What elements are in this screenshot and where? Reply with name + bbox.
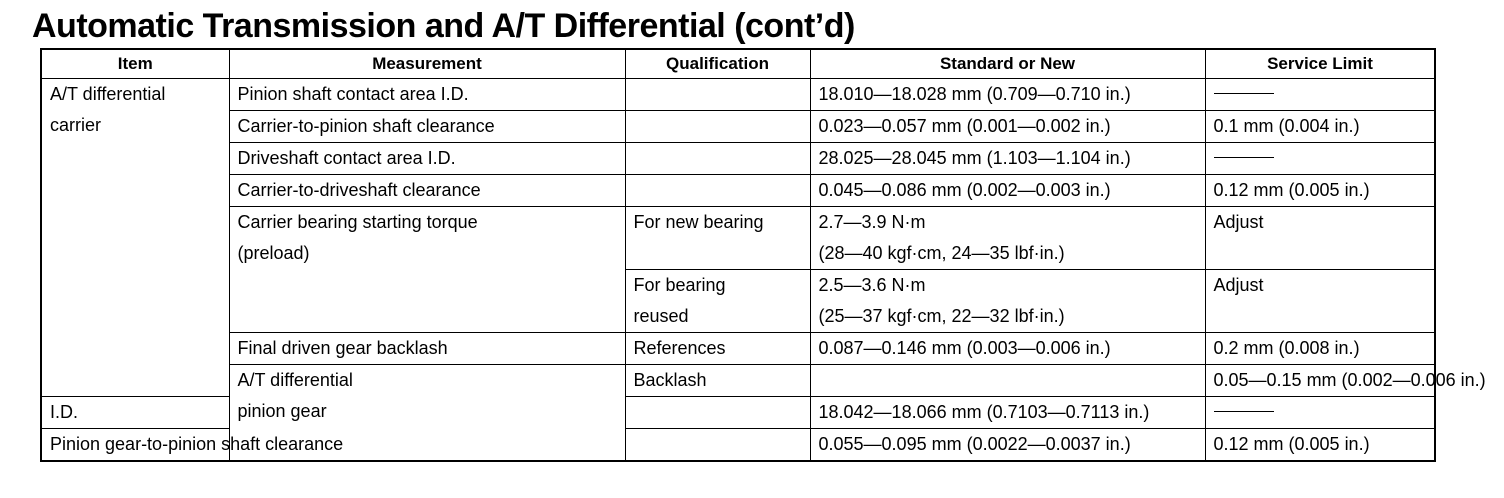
- qualification-cell: [625, 111, 810, 143]
- table-row: [41, 333, 1435, 365]
- service-limit-cell: [1205, 79, 1435, 111]
- no-limit-dash: [1214, 93, 1274, 94]
- standard-line: 2.7—3.9 N·m: [818, 212, 926, 232]
- measurement-line: (preload): [237, 243, 310, 263]
- no-limit-dash: [1214, 157, 1274, 158]
- measurement-cell: Pinion gear-to-pinion shaft clearance: [41, 429, 229, 462]
- qualification-cell: [625, 175, 810, 207]
- qualification-cell: [625, 397, 810, 429]
- service-limit-cell: 0.1 mm (0.004 in.): [1205, 111, 1435, 143]
- no-limit-dash: [1214, 411, 1274, 412]
- spec-table: [40, 48, 1486, 462]
- qualification-cell: References: [625, 333, 810, 365]
- item-label: pinion gear: [237, 401, 327, 421]
- header-row: [41, 49, 1435, 79]
- table-row: [41, 175, 1435, 207]
- measurement-cell: Backlash: [625, 365, 810, 397]
- table-row: [41, 365, 1435, 397]
- measurement-cell: Driveshaft contact area I.D.: [229, 143, 625, 175]
- header-qualification: Qualification: [625, 49, 810, 79]
- header-item: Item: [41, 49, 229, 79]
- standard-cell: 0.05—0.15 mm (0.002—0.006 in.): [1205, 365, 1435, 397]
- standard-cell: 0.023—0.057 mm (0.001—0.002 in.): [810, 111, 1205, 143]
- qualification-cell: [625, 143, 810, 175]
- service-limit-cell: [1205, 143, 1435, 175]
- header-standard: Standard or New: [810, 49, 1205, 79]
- table-row: [41, 79, 1435, 111]
- service-limit-cell: Adjust: [1205, 207, 1435, 270]
- standard-cell: 18.010—18.028 mm (0.709—0.710 in.): [810, 79, 1205, 111]
- service-limit-cell: Adjust: [1205, 270, 1435, 333]
- standard-cell: 0.045—0.086 mm (0.002—0.003 in.): [810, 175, 1205, 207]
- qualification-cell: [625, 79, 810, 111]
- standard-cell: [810, 207, 1205, 270]
- item-label: carrier: [50, 115, 102, 135]
- measurement-cell: I.D.: [41, 397, 229, 429]
- standard-cell: 18.042—18.066 mm (0.7103—0.7113 in.): [810, 397, 1205, 429]
- standard-line: (25—37 kgf·cm, 22—32 lbf·in.): [818, 306, 1065, 326]
- standard-cell: 0.055—0.095 mm (0.0022—0.0037 in.): [810, 429, 1205, 462]
- item-cell-carrier: [41, 79, 229, 397]
- service-limit-cell: 0.12 mm (0.005 in.): [1205, 175, 1435, 207]
- item-label: A/T differential: [50, 84, 166, 104]
- qualification-line: For bearing: [633, 275, 726, 295]
- service-limit-cell: 0.2 mm (0.008 in.): [1205, 333, 1435, 365]
- standard-line: 2.5—3.6 N·m: [818, 275, 926, 295]
- measurement-cell: Carrier-to-pinion shaft clearance: [229, 111, 625, 143]
- measurement-cell: [229, 207, 625, 333]
- qualification-cell: [625, 429, 810, 462]
- service-limit-cell: [1205, 397, 1435, 429]
- qualification-line: reused: [633, 306, 689, 326]
- standard-cell: [810, 270, 1205, 333]
- page-title: Automatic Transmission and A/T Differential (cont’d): [32, 7, 855, 45]
- qualification-cell: [810, 365, 1205, 397]
- service-limit-cell: 0.12 mm (0.005 in.): [1205, 429, 1435, 462]
- measurement-cell: Final driven gear backlash: [229, 333, 625, 365]
- standard-cell: 28.025—28.045 mm (1.103—1.104 in.): [810, 143, 1205, 175]
- standard-line: (28—40 kgf·cm, 24—35 lbf·in.): [818, 243, 1065, 263]
- measurement-line: Carrier bearing starting torque: [237, 212, 478, 232]
- standard-cell: 0.087—0.146 mm (0.003—0.006 in.): [810, 333, 1205, 365]
- measurement-cell: Carrier-to-driveshaft clearance: [229, 175, 625, 207]
- table-row: [41, 111, 1435, 143]
- header-service-limit: Service Limit: [1205, 49, 1435, 79]
- header-measurement: Measurement: [229, 49, 625, 79]
- measurement-cell: Pinion shaft contact area I.D.: [229, 79, 625, 111]
- qualification-cell: For new bearing: [625, 207, 810, 270]
- table-row: [41, 207, 1435, 270]
- qualification-cell: [625, 270, 810, 333]
- table-row: [41, 143, 1435, 175]
- item-label: A/T differential: [237, 370, 353, 390]
